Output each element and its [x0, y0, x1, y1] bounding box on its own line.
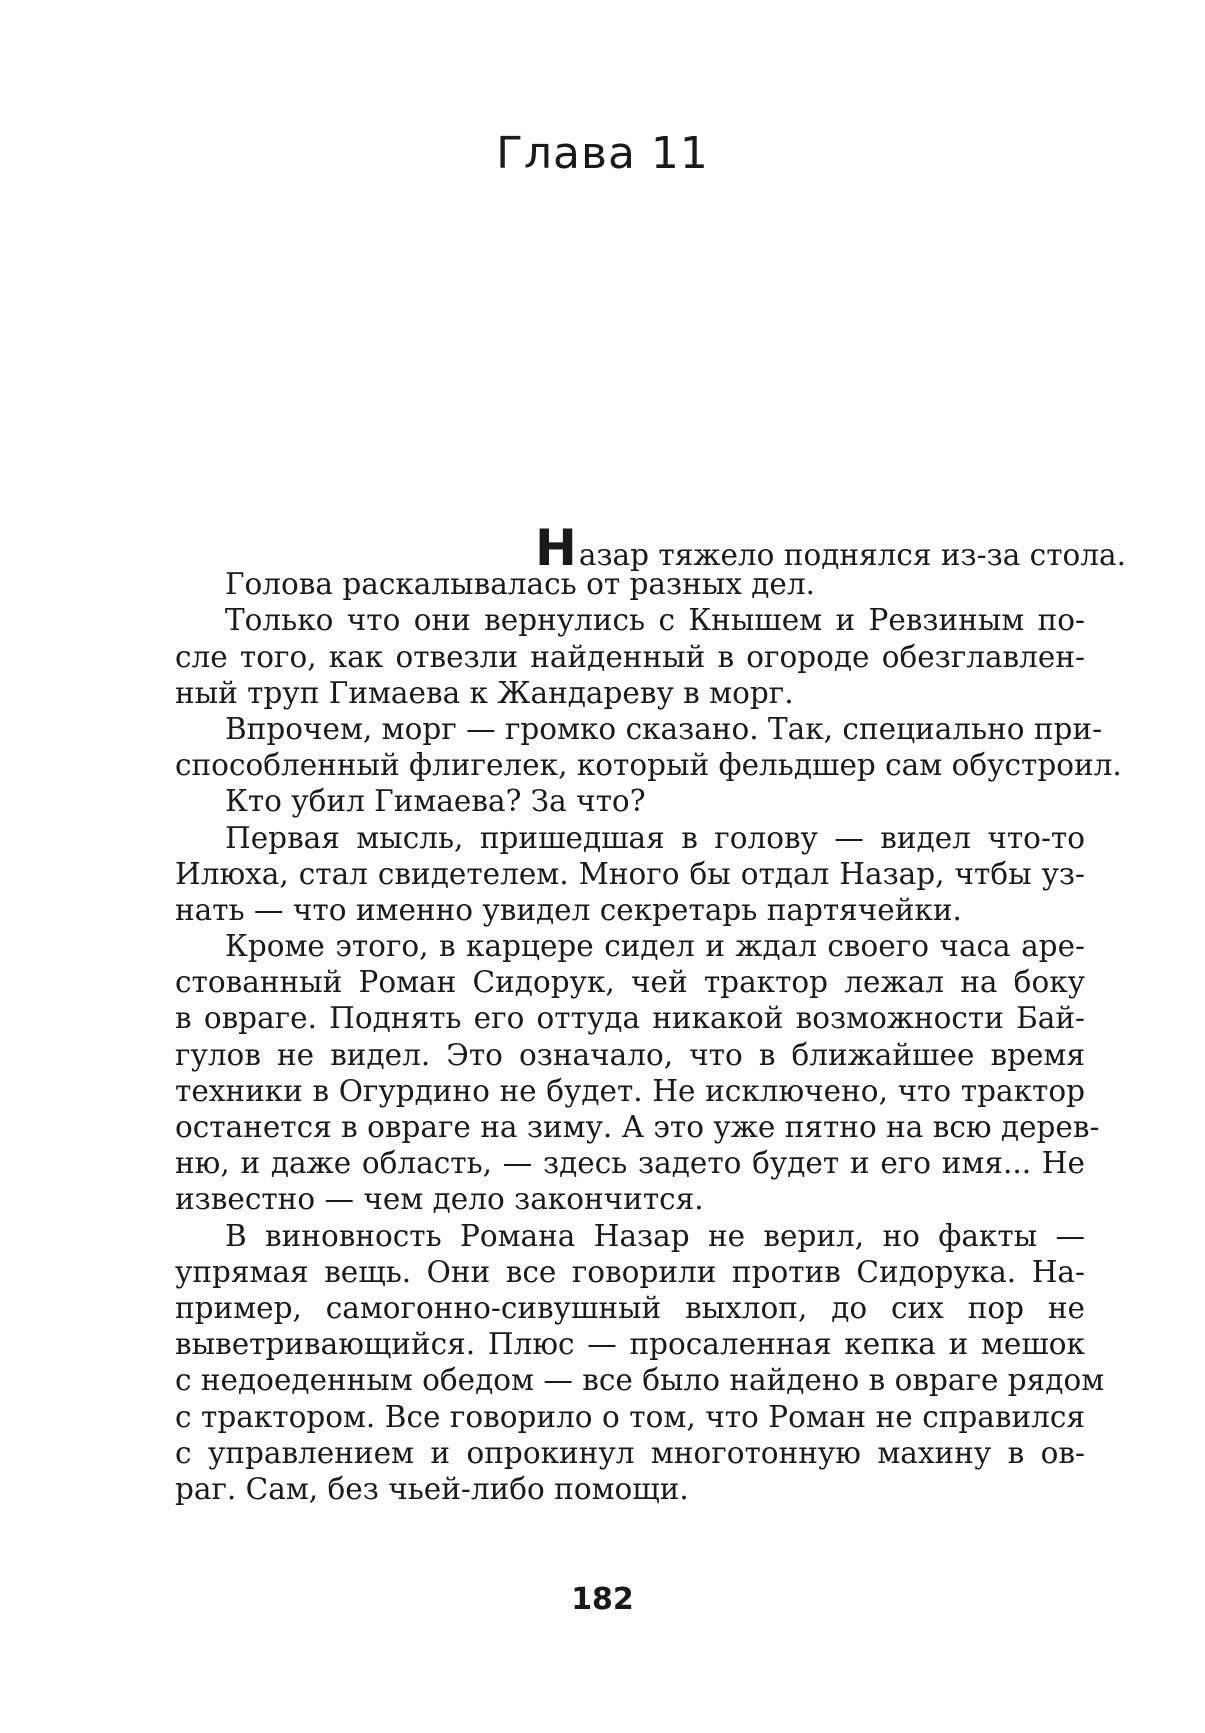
line-text: азар тяжело поднялся из-за стола. — [578, 538, 1126, 572]
text-line: Первая мысль, пришедшая в голову — видел что-то — [225, 820, 1085, 855]
text-line: останется в овраге на зиму. А это уже пятно на всю дерев- — [175, 1110, 1100, 1144]
text-line: ный труп Гимаева к Жандареву в морг. — [175, 675, 794, 710]
text-line: стованный Роман Сидорук, чей трактор лежал на боку — [175, 965, 1085, 1000]
text-line: Только что они вернулись с Кнышем и Ревзиным по- — [225, 603, 1085, 638]
text-line: с недоеденным обедом — все было найдено в овраге рядом — [175, 1363, 1105, 1398]
text-line: Впрочем, морг — громко сказано. Так, специально при- — [225, 711, 1103, 746]
text-line: в овраге. Поднять его оттуда никакой возможности Бай- — [175, 1001, 1085, 1036]
text-line: В виновность Романа Назар не верил, но факты — — [225, 1218, 1085, 1253]
page-number: 182 — [571, 1582, 634, 1617]
text-line — [175, 519, 1126, 577]
text-line: с трактором. Все говорило о том, что Роман не справился — [175, 1399, 1085, 1434]
text-line: способленный флигелек, который фельдшер сам обустроил. — [175, 748, 1122, 783]
text-line: известно — чем дело закончится. — [175, 1182, 704, 1217]
text-line: выветривающийся. Плюс — просаленная кепка и мешок — [175, 1327, 1085, 1362]
text-line: Кроме этого, в карцере сидел и ждал своего часа аре- — [225, 929, 1085, 964]
text-line: пример, самогонно-сивушный выхлоп, до сих пор не — [175, 1290, 1085, 1325]
text-line: ню, и даже область, — здесь задето будет и его имя... Не — [175, 1146, 1085, 1181]
chapter-title: Глава 11 — [496, 128, 709, 179]
text-line: Кто убил Гимаева? За что? — [225, 784, 646, 819]
drop-cap: Н — [535, 519, 577, 577]
text-line: Голова раскалывалась от разных дел. — [225, 567, 815, 602]
text-line: нать — что именно увидел секретарь партячейки. — [175, 892, 962, 927]
text-line: раг. Сам, без чьей-либо помощи. — [175, 1471, 689, 1506]
text-line: упрямая вещь. Они все говорили против Сидорука. На- — [175, 1254, 1085, 1289]
text-line: сле того, как отвезли найденный в огороде обезглавлен- — [175, 639, 1085, 674]
body-text — [175, 519, 1126, 1507]
text-line: Илюха, стал свидетелем. Много бы отдал Назар, чтбы уз- — [175, 856, 1085, 891]
text-line: с управлением и опрокинул многотонную махину в ов- — [175, 1435, 1085, 1470]
text-line: гулов не видел. Это означало, что в ближайшее время — [175, 1037, 1085, 1072]
text-line: техники в Огурдино не будет. Не исключено, что трактор — [175, 1073, 1085, 1108]
